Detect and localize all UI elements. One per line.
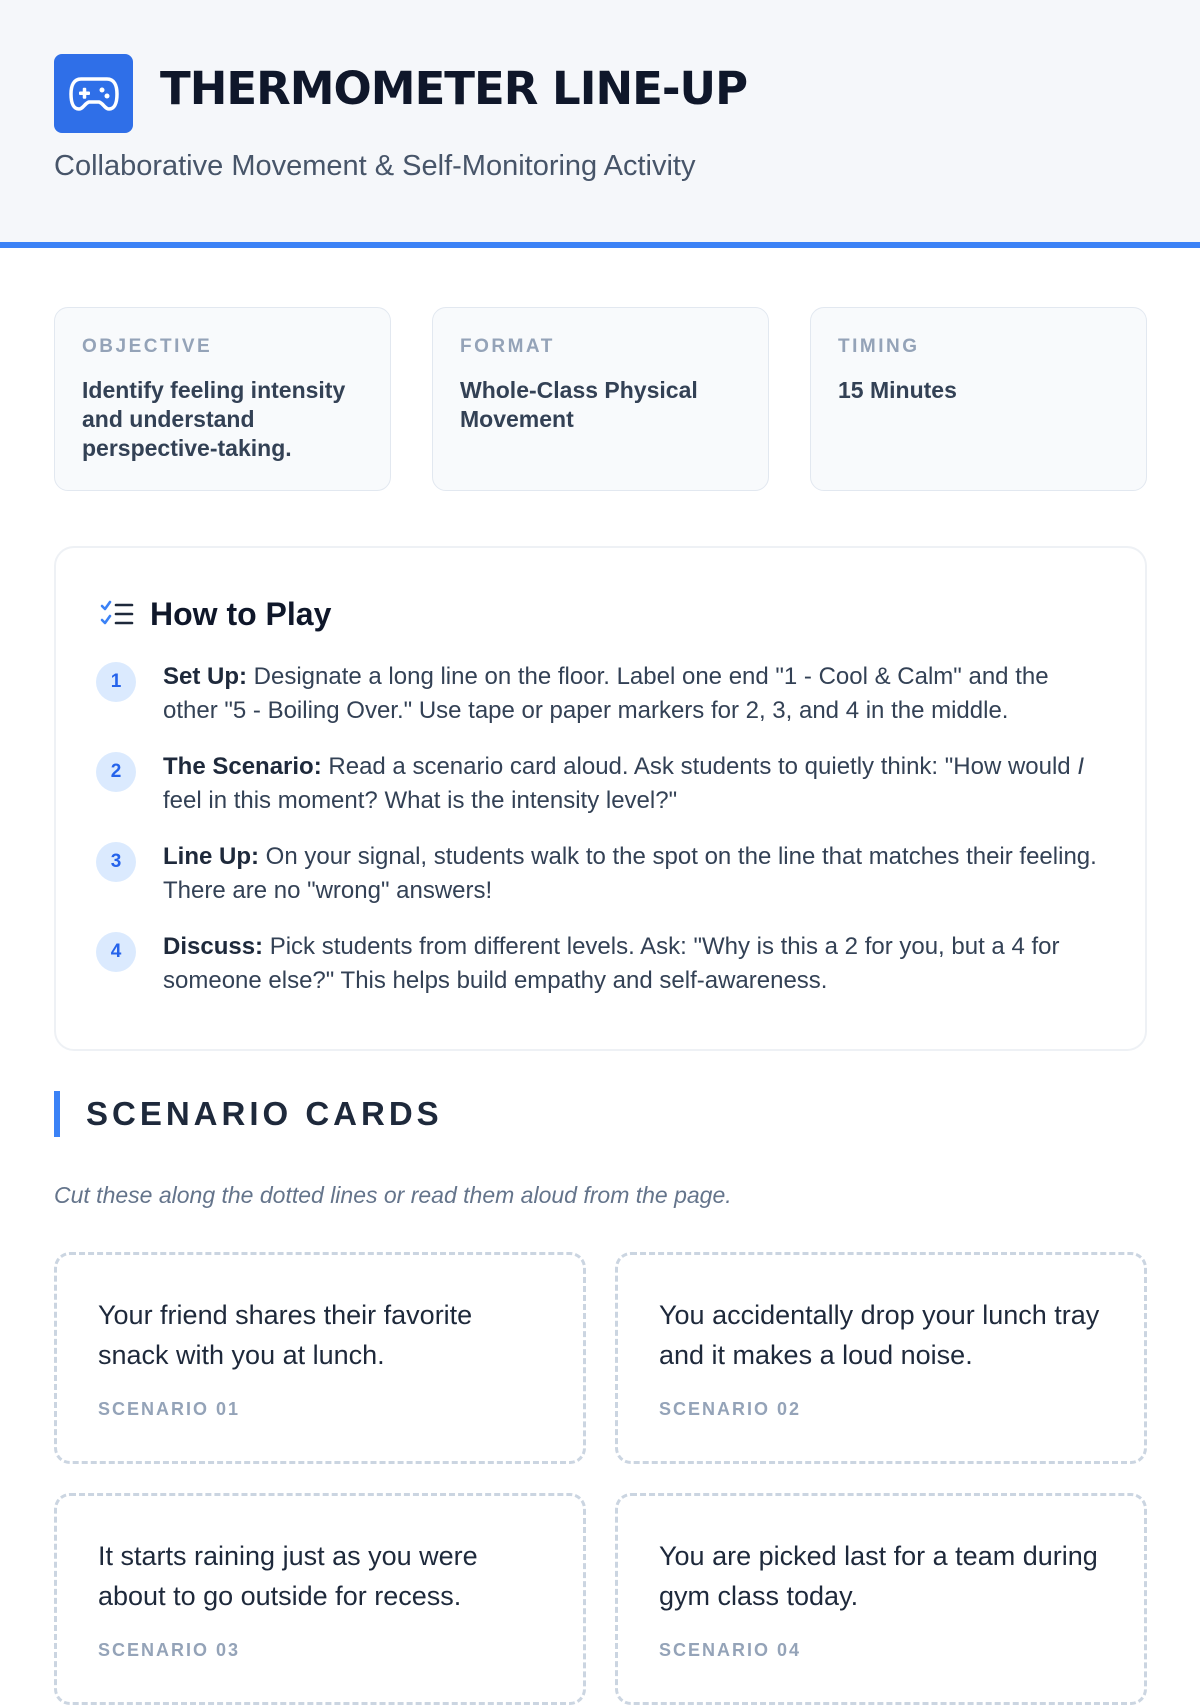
- scenario-card: [615, 1252, 1147, 1464]
- scenario-card: [54, 1493, 586, 1705]
- logo-badge: [54, 54, 133, 133]
- step-number-badge: 3: [96, 842, 136, 882]
- list-item: [96, 930, 1105, 998]
- info-label: FORMAT: [460, 336, 555, 357]
- page-title: THERMOMETER LINE-UP: [160, 62, 748, 115]
- scenario-tag: SCENARIO 01: [98, 1399, 241, 1419]
- timing-card: [810, 307, 1147, 491]
- scenario-tag: SCENARIO 04: [659, 1640, 802, 1660]
- step-heading: Line Up:: [163, 843, 259, 870]
- step-heading: The Scenario:: [163, 753, 322, 780]
- step-text: [163, 930, 1105, 998]
- step-number-badge: 1: [96, 662, 136, 702]
- scenario-card: [54, 1252, 586, 1464]
- step-body: Designate a long line on the floor. Label one end "1 - Cool & Calm" and the other "5 - Boiling Over." Use tape or paper markers for 2, 3, and 4 in the middle.: [163, 663, 1049, 724]
- list-item: [96, 840, 1105, 908]
- step-text: [163, 840, 1105, 908]
- scenario-tag: SCENARIO 03: [98, 1640, 241, 1660]
- page-subtitle: Collaborative Movement & Self-Monitoring Activity: [54, 150, 696, 182]
- scenario-card: [615, 1493, 1147, 1705]
- section-title: SCENARIO CARDS: [86, 1095, 443, 1132]
- info-label: OBJECTIVE: [82, 336, 213, 357]
- scenario-text: You are picked last for a team during gym class today.: [659, 1541, 1098, 1611]
- how-to-play-card: [54, 546, 1147, 1051]
- scenario-text: You accidentally drop your lunch tray and it makes a loud noise.: [659, 1300, 1100, 1370]
- step-number-badge: 2: [96, 752, 136, 792]
- step-number-badge: 4: [96, 932, 136, 972]
- scenario-section-header: [54, 1091, 754, 1137]
- info-cards: [54, 307, 1147, 491]
- scenario-tag: SCENARIO 02: [659, 1399, 802, 1419]
- info-label: TIMING: [838, 336, 920, 357]
- format-card: [432, 307, 769, 491]
- scenario-cards-grid: [54, 1252, 1147, 1705]
- page-header: [0, 0, 1200, 248]
- section-note: Cut these along the dotted lines or read them aloud from the page.: [54, 1182, 732, 1208]
- info-value: 15 Minutes: [838, 377, 957, 403]
- step-body: On your signal, students walk to the spot on the line that matches their feeling. There are no "wrong" answers!: [163, 843, 1097, 904]
- scenario-text: Your friend shares their favorite snack with you at lunch.: [98, 1300, 473, 1370]
- list-item: [96, 660, 1105, 728]
- gamepad-icon: [69, 76, 119, 112]
- how-to-play-header: [100, 596, 331, 633]
- info-value: Whole-Class Physical Movement: [460, 377, 698, 432]
- step-emphasis: I: [1077, 753, 1084, 780]
- step-text: [163, 750, 1105, 818]
- step-body: Pick students from different levels. Ask: "Why is this a 2 for you, but a 4 for someone else?" This helps build empathy and self-awareness.: [163, 933, 1060, 994]
- how-to-play-title: How to Play: [150, 596, 332, 632]
- info-value: Identify feeling intensity and understand perspective-taking.: [82, 377, 346, 461]
- step-body: Read a scenario card aloud. Ask students to quietly think: "How would: [321, 753, 1078, 780]
- step-heading: Set Up:: [163, 663, 247, 690]
- checklist-icon: [100, 600, 134, 630]
- step-heading: Discuss:: [163, 933, 264, 960]
- objective-card: [54, 307, 391, 491]
- steps-list: [96, 660, 1105, 1020]
- scenario-text: It starts raining just as you were about to go outside for recess.: [98, 1541, 478, 1611]
- list-item: [96, 750, 1105, 818]
- step-text: [163, 660, 1105, 728]
- step-body-end: feel in this moment? What is the intensity level?": [163, 787, 678, 814]
